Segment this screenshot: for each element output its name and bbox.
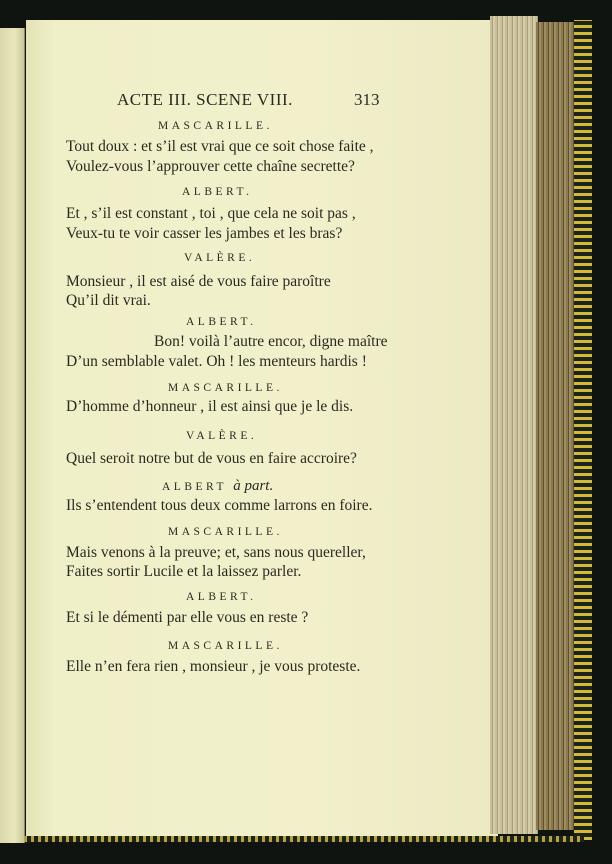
verse-line: Et si le démenti par elle vous en reste ?	[66, 609, 309, 626]
verse-line: Faites sortir Lucile et la laissez parler.	[66, 563, 302, 580]
running-title: ACTE III. SCENE VIII.	[117, 90, 293, 109]
speaker-name: MASCARILLE.	[168, 640, 283, 652]
speaker-name: ALBERT.	[182, 186, 253, 198]
speaker-name: MASCARILLE.	[158, 120, 273, 132]
page-edges	[490, 16, 538, 834]
verse-line: Quel seroit notre but de vous en faire accroire?	[66, 450, 357, 467]
speaker-name: VALÈRE.	[184, 252, 256, 264]
page-edges-inner	[536, 22, 574, 830]
gilt-border-bottom	[24, 836, 584, 842]
verse-line: Et , s’il est constant , toi , que cela ne soit pas ,	[66, 205, 356, 222]
stage-direction: à part.	[233, 478, 274, 494]
speaker-name: MASCARILLE.	[168, 382, 283, 394]
verse-line: Monsieur , il est aisé de vous faire paroître	[66, 273, 331, 290]
gilt-border	[574, 20, 592, 840]
speaker-name: ALBERT.	[186, 591, 257, 603]
page-number: 313	[354, 90, 380, 109]
speaker-name: ALBERT.	[186, 316, 257, 328]
verse-line: Bon! voilà l’autre encor, digne maître	[154, 333, 388, 350]
verse-line: D’homme d’honneur , il est ainsi que je le dis.	[66, 398, 354, 415]
verse-line: Mais venons à la preuve; et, sans nous quereller,	[66, 544, 366, 561]
speaker-name: VALÈRE.	[186, 430, 258, 442]
verse-line: Voulez-vous l’approuver cette chaîne secrette?	[66, 158, 355, 175]
speaker-name	[162, 478, 273, 495]
verse-line: Tout doux : et s’il est vrai que ce soit chose faite ,	[66, 138, 374, 155]
speaker-label: ALBERT	[162, 481, 227, 493]
speaker-name: MASCARILLE.	[168, 526, 283, 538]
facing-page-edge	[0, 28, 25, 843]
verse-line: Veux-tu te voir casser les jambes et les bras?	[66, 225, 343, 242]
verse-line: Ils s’entendent tous deux comme larrons en foire.	[66, 497, 373, 514]
verse-line: D’un semblable valet. Oh ! les menteurs hardis !	[66, 353, 367, 370]
verse-line: Qu’il dit vrai.	[66, 292, 151, 309]
verse-line: Elle n’en fera rien , monsieur , je vous proteste.	[66, 658, 361, 675]
